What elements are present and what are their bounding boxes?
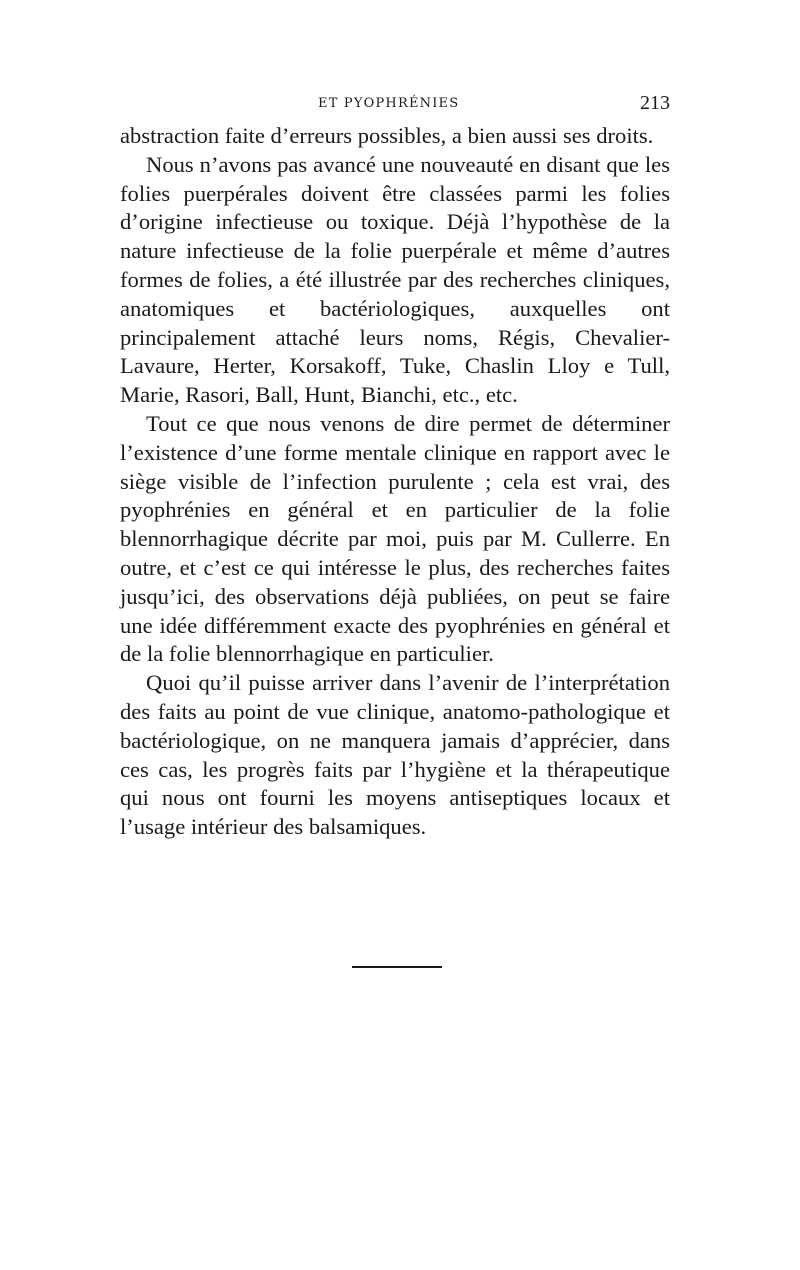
running-head bbox=[120, 92, 670, 122]
section-end-rule bbox=[352, 966, 442, 968]
book-page bbox=[120, 92, 670, 842]
paragraph-conclusion: Quoi qu’il puisse arriver dans l’avenir de l’interprétation des faits au point de vue clinique, anatomo-pathologique et bactériologique, on ne manquera jamais d’apprécier, dans ces cas, les progrès faits par l’hygiène et la thérapeutique qui nous ont fourni les moyens antiseptiques locaux et l’usage intérieur des balsamiques. bbox=[120, 670, 670, 840]
running-title: ET PYOPHRÉNIES bbox=[318, 96, 460, 111]
page-number: 213 bbox=[640, 92, 670, 114]
paragraph-puerperal-folies: Nous n’avons pas avancé une nouveauté en disant que les folies puerpérales doivent être classées parmi les folies d’origine infectieuse ou toxique. Déjà l’hypothèse de la nature infectieuse de la folie puerpérale et même d’autres formes de folies, a été illustrée par des recherches cliniques, anatomiques et bactériologiques, auxquelles ont principalement attaché leurs noms, Régis, Chevalier-Lavaure, Herter, Korsakoff, Tuke, Chaslin Lloy e Tull, Marie, Rasori, Ball, Hunt, Bianchi, etc., etc. bbox=[120, 151, 670, 408]
body-text bbox=[120, 122, 670, 842]
paragraph-pyophrenies: Tout ce que nous venons de dire permet de déterminer l’existence d’une forme mentale clinique en rapport avec le siège visible de l’infection purulente ; cela est vrai, des pyophrénies en général et en particulier de la folie blennorrhagique décrite par moi, puis par M. Cullerre. En outre, et c’est ce qui intéresse le plus, des recherches faites jusqu’ici, des observations déjà publiées, on peut se faire une idée différemment exacte des pyophrénies en général et de la folie blennorrhagique en particulier. bbox=[120, 410, 670, 667]
paragraph-continuation: abstraction faite d’erreurs possibles, a bien aussi ses droits. bbox=[120, 123, 654, 148]
